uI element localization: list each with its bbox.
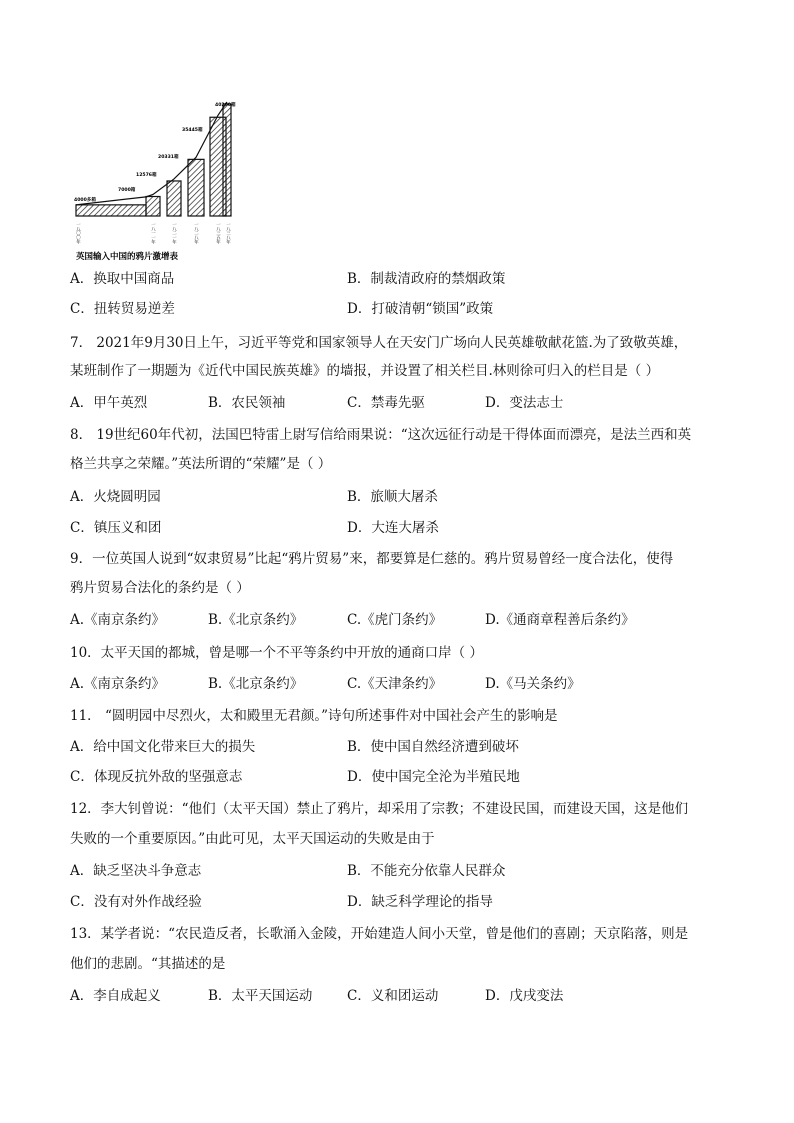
q12-option-d[interactable]: D．缺乏科学理论的指导 [347, 894, 493, 910]
q6-option-c[interactable]: C．扭转贸易逆差 [70, 301, 175, 317]
q13-option-a[interactable]: A．李自成起义 [70, 988, 161, 1004]
q11-stem-line1: 11． “圆明园中尽烈火，太和殿里无君颜。”诗句所述事件对中国社会产生的影响是 [70, 708, 558, 724]
q8-stem-line2: 格兰共享之荣耀。”英法所谓的“荣耀”是（ ） [70, 456, 332, 472]
q6-option-b[interactable]: B．制裁清政府的禁烟政策 [347, 271, 506, 287]
bar-3 [188, 159, 204, 216]
value-label-2: 12576箱 [136, 173, 157, 178]
q13-option-b[interactable]: B．太平天国运动 [208, 988, 313, 1004]
q7-option-d[interactable]: D．变法志士 [485, 395, 564, 411]
q8-option-c[interactable]: C．镇压义和团 [70, 520, 162, 536]
value-label-1: 7000箱 [118, 188, 136, 193]
tick-label-4: 一八三五年 [215, 222, 221, 244]
q12-option-c[interactable]: C．没有对外作战经验 [70, 894, 202, 910]
value-label-4: 35445箱 [182, 128, 203, 133]
q12-stem-line1: 12．李大钊曾说：“他们（太平天国）禁止了鸦片，却采用了宗教；不建设民国，而建设天国，这是他们 [70, 801, 689, 817]
tick-label-3: 一八二八年 [193, 222, 199, 244]
q10-option-b[interactable]: B.《北京条约》 [208, 676, 304, 692]
tick-label-5: 一八三八年 [225, 222, 231, 244]
q6-option-a[interactable]: A．换取中国商品 [70, 271, 175, 287]
tick-label-0: 一八〇〇年 [75, 222, 81, 244]
q8-option-b[interactable]: B．旅顺大屠杀 [347, 489, 438, 505]
q7-option-b[interactable]: B．农民领袖 [208, 395, 286, 411]
value-label-3: 20331箱 [158, 155, 179, 160]
q12-option-b[interactable]: B．不能充分依靠人民群众 [347, 863, 506, 879]
q9-stem-line1: 9．一位英国人说到“奴隶贸易”比起“鸦片贸易”来，都要算是仁慈的。鸦片贸易曾经一度合法化，使得 [70, 551, 674, 567]
q11-option-b[interactable]: B．使中国自然经济遭到破坏 [347, 739, 519, 755]
value-label-5: 40200箱 [215, 103, 236, 108]
q9-option-d[interactable]: D.《通商章程善后条约》 [485, 612, 635, 628]
q10-option-a[interactable]: A.《南京条约》 [70, 676, 166, 692]
q9-option-a[interactable]: A.《南京条约》 [70, 612, 166, 628]
q9-option-c[interactable]: C.《虎门条约》 [347, 612, 443, 628]
q11-option-d[interactable]: D．使中国完全沦为半殖民地 [347, 769, 520, 785]
opium-import-chart [70, 98, 250, 268]
q9-option-b[interactable]: B.《北京条约》 [208, 612, 304, 628]
bar-2 [167, 181, 181, 216]
tick-label-2: 一八二一年 [171, 222, 177, 244]
tick-label-1: 一八一一年 [150, 222, 156, 244]
q7-stem-line2: 某班制作了一期题为《近代中国民族英雄》的墙报，并设置了相关栏目.林则徐可归入的栏目是（ ） [70, 363, 660, 379]
q7-option-c[interactable]: C．禁毒先驱 [347, 395, 425, 411]
bar-5 [223, 104, 231, 216]
q13-option-c[interactable]: C．义和团运动 [347, 988, 439, 1004]
q10-option-c[interactable]: C.《天津条约》 [347, 676, 443, 692]
q11-option-c[interactable]: C．体现反抗外敌的坚强意志 [70, 769, 243, 785]
q9-stem-line2: 鸦片贸易合法化的条约是（ ） [70, 580, 250, 596]
q12-stem-line2: 失败的一个重要原因。”由此可见，太平天国运动的失败是由于 [70, 831, 435, 847]
chart-title: 英国输入中国的鸦片激增表 [76, 252, 179, 262]
q10-stem-line1: 10．太平天国的都城，曾是哪一个不平等条约中开放的通商口岸（ ） [70, 645, 483, 661]
q11-option-a[interactable]: A．给中国文化带来巨大的损失 [70, 739, 256, 755]
q7-stem-line1: 7． 2021年9月30日上午，习近平等党和国家领导人在天安门广场向人民英雄敬献花篮.为了致敬英雄， [70, 335, 688, 351]
q6-option-d[interactable]: D．打破清朝“锁国”政策 [347, 301, 494, 317]
bar-1 [146, 196, 160, 216]
q10-option-d[interactable]: D.《马关条约》 [485, 676, 581, 692]
q13-stem-line2: 他们的悲剧。“其描述的是 [70, 956, 226, 972]
bar-0 [76, 205, 146, 216]
q8-option-d[interactable]: D．大连大屠杀 [347, 520, 439, 536]
q12-option-a[interactable]: A．缺乏坚决斗争意志 [70, 863, 202, 879]
q13-option-d[interactable]: D．戊戌变法 [485, 988, 564, 1004]
q7-option-a[interactable]: A．甲午英烈 [70, 395, 148, 411]
q8-option-a[interactable]: A．火烧圆明园 [70, 489, 161, 505]
q13-stem-line1: 13．某学者说：“农民造反者，长歌涌入金陵，开始建造人间小天堂，曾是他们的喜剧；天京陷落，则是 [70, 926, 689, 942]
value-label-0: 4000多箱 [74, 198, 96, 203]
q8-stem-line1: 8． 19世纪60年代初，法国巴特雷上尉写信给雨果说：“这次远征行动是干得体面而漂亮，是法兰西和英 [70, 427, 692, 443]
